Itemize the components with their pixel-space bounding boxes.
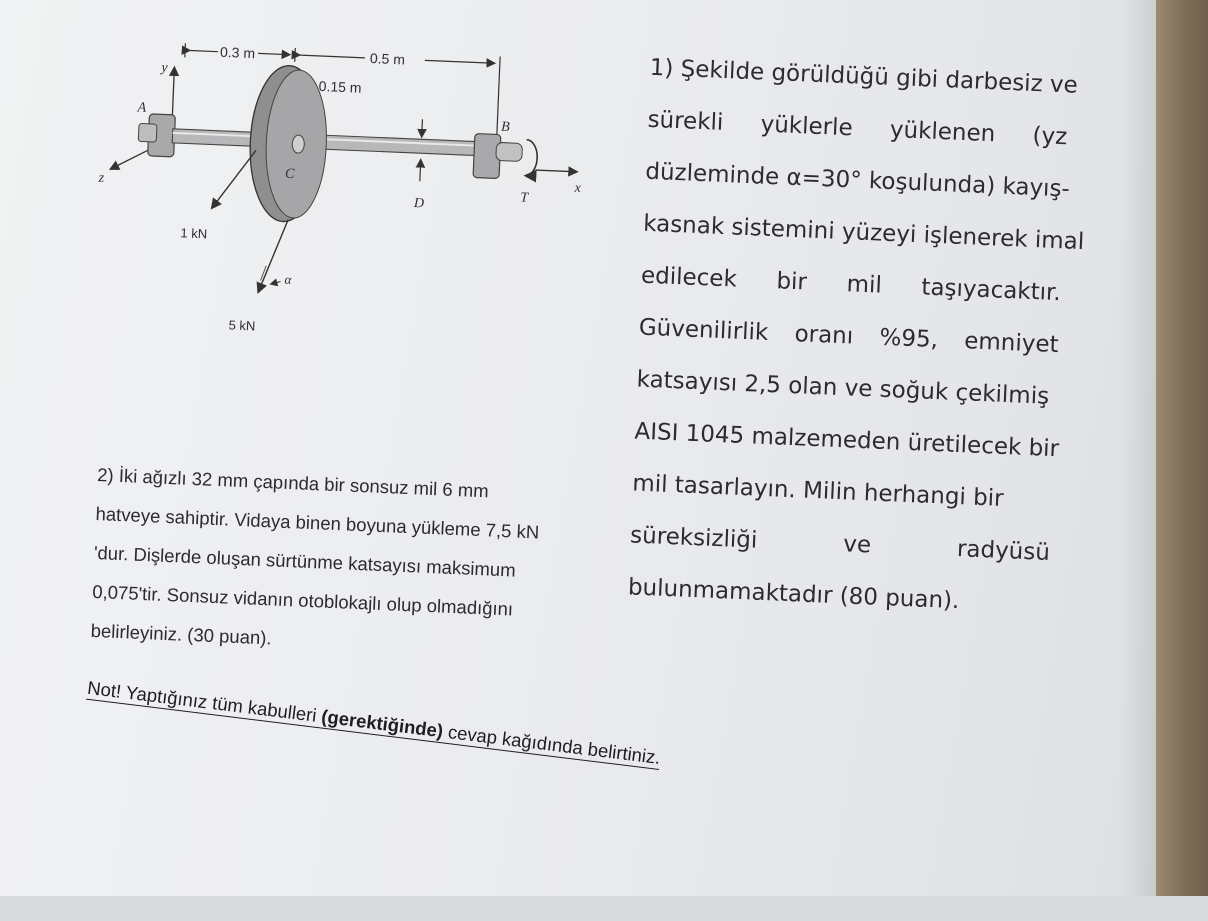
- point-a-label: A: [137, 100, 147, 116]
- pulley-c: [247, 64, 329, 223]
- note-bold: (gerektiğinde): [320, 705, 445, 742]
- exam-note: [86, 677, 662, 769]
- angle-arrow: [270, 281, 280, 284]
- question2-word: 2) İki ağızlı 32 mm çapında bir sonsuz mil 6 mm: [96, 464, 490, 502]
- question1-word: mil tasarlayın. Milin herhangi bir: [631, 470, 1005, 512]
- question1-word: bir: [775, 268, 808, 296]
- dim-right-label: 0.5 m: [369, 50, 406, 68]
- axis-y-label: y: [161, 60, 168, 76]
- question1-word: edilecek: [640, 262, 738, 293]
- question1-word: düzleminde α=30° koşulunda) kayış-: [644, 158, 1071, 203]
- bearing-a: [138, 113, 176, 156]
- question1-word: süreksizliği: [629, 522, 758, 554]
- axis-z-label: z: [98, 170, 105, 187]
- question1-word: radyüsü: [956, 536, 1051, 566]
- torque-label: T: [519, 190, 529, 206]
- question2-word: hatveye sahiptir. Vidaya binen boyuna yükleme 7,5 kN: [95, 502, 540, 543]
- point-c-label: C: [284, 166, 295, 182]
- pulley-radius-label: 0.15 m: [318, 77, 362, 96]
- question1-word: katsayısı 2,5 olan ve soğuk çekilmiş: [636, 366, 1050, 410]
- question1-word: yüklenen: [889, 116, 996, 148]
- question1-word: sürekli: [647, 106, 724, 136]
- force-2-label: 5 kN: [228, 317, 256, 334]
- note-prefix: Not! Yaptığınız tüm kabulleri: [86, 676, 323, 727]
- question1-word: taşıyacaktır.: [920, 274, 1062, 307]
- question1-word: %95,: [878, 324, 939, 354]
- angle-label: α: [284, 271, 292, 287]
- question-1-text: [627, 42, 1085, 631]
- question1-word: Güvenilirlik: [638, 314, 769, 346]
- question2-word: 'dur. Dişlerde oluşan sürtünme katsayısı maksimum: [93, 541, 517, 581]
- question1-word: bulunmamaktadır (80 puan).: [627, 574, 960, 615]
- shaft: [172, 129, 512, 157]
- question1-word: yüklerle: [760, 111, 854, 142]
- force-1-label: 1 kN: [180, 225, 208, 242]
- question1-word: AISI 1045 malzemeden üretilecek bir: [634, 418, 1060, 463]
- question1-word: kasnak sistemini yüzeyi işlenerek imal: [642, 210, 1085, 256]
- question-2-text: [90, 455, 583, 670]
- question1-word: mil: [846, 271, 883, 299]
- question2-word: 0,075'tir. Sonsuz vidanın otoblokajlı olup olmadığını: [91, 580, 514, 620]
- question2-word: belirleyiniz. (30 puan).: [90, 619, 273, 649]
- point-b-label: B: [500, 119, 511, 135]
- dim-left-label: 0.3 m: [219, 43, 256, 62]
- question1-word: 1) Şekilde görüldüğü gibi darbesiz ve: [649, 54, 1079, 99]
- point-d-label: D: [413, 196, 425, 212]
- force-1-arrow: [212, 149, 256, 211]
- question1-word: (yz: [1032, 122, 1068, 151]
- question1-word: oranı: [794, 321, 854, 350]
- question1-word: ve: [842, 531, 872, 559]
- bearing-b: [473, 134, 523, 180]
- axis-x-label: x: [574, 180, 582, 196]
- shaft-figure: [78, 33, 630, 355]
- note-suffix: cevap kağıdında belirtiniz.: [441, 720, 662, 769]
- question1-word: emniyet: [963, 328, 1060, 359]
